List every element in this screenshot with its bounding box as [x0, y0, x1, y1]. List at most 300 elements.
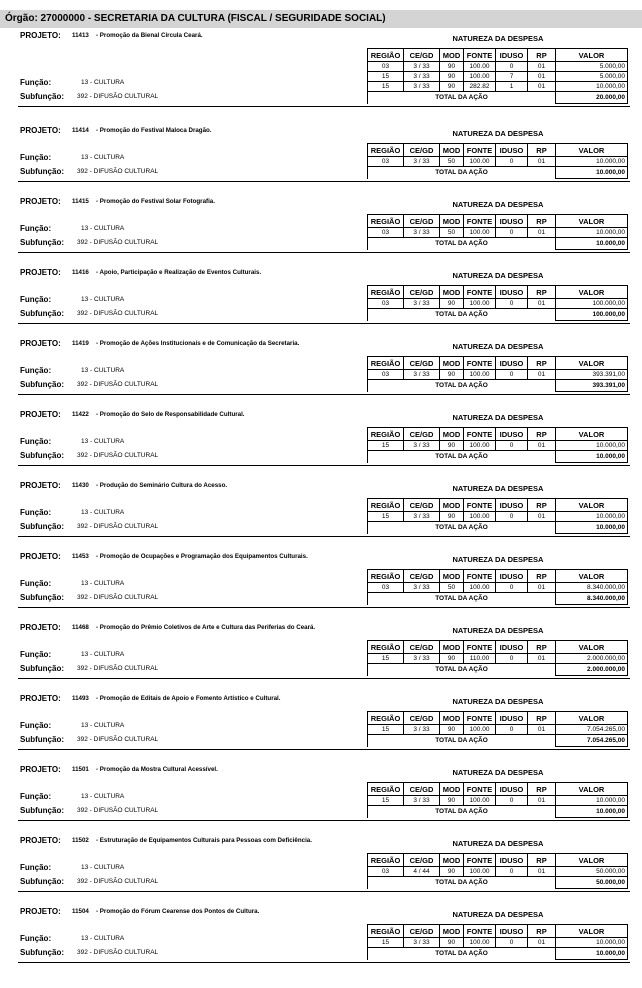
table-cell: 01: [528, 299, 556, 309]
table-cell: 90: [440, 299, 464, 309]
project-code: 11416: [72, 269, 89, 276]
total-value: 10.000,00: [556, 948, 628, 960]
table-cell: 01: [528, 867, 556, 877]
table-cell: 03: [368, 157, 404, 167]
funcao-value: 13 - CULTURA: [81, 367, 125, 374]
table-cell: 01: [528, 583, 556, 593]
column-header: REGIÃO: [368, 641, 404, 654]
subfuncao-label: Subfunção:: [20, 806, 64, 815]
project-code: 11453: [72, 553, 89, 560]
table-cell: 7: [496, 72, 528, 82]
funcao-label: Função:: [20, 295, 52, 304]
table-header-row: [368, 641, 628, 654]
project-label: PROJETO:: [20, 481, 61, 490]
funcao-label: Função:: [20, 366, 52, 375]
column-header: RP: [528, 854, 556, 867]
table-cell: 15: [368, 82, 404, 92]
natureza-despesa-heading: NATUREZA DA DESPESA: [452, 271, 544, 280]
project-section: [0, 765, 642, 817]
total-label: TOTAL DA AÇÃO: [368, 948, 556, 960]
total-label: TOTAL DA AÇÃO: [368, 238, 556, 250]
total-row: [368, 309, 628, 321]
table-cell: 3 / 33: [404, 796, 440, 806]
table-header-row: [368, 570, 628, 583]
table-cell: 01: [528, 72, 556, 82]
funcao-value: 13 - CULTURA: [81, 509, 125, 516]
project-label: PROJETO:: [20, 694, 61, 703]
total-row: [368, 522, 628, 534]
column-header: RP: [528, 712, 556, 725]
table-cell: 03: [368, 62, 404, 72]
table-cell: 03: [368, 370, 404, 380]
table-row: [368, 228, 628, 238]
column-header: MOD: [440, 925, 464, 938]
table-cell: 100.00: [464, 441, 496, 451]
table-row: [368, 796, 628, 806]
column-header: REGIÃO: [368, 215, 404, 228]
section-divider: [18, 536, 630, 537]
column-header: FONTE: [464, 286, 496, 299]
subfuncao-value: 392 - DIFUSÃO CULTURAL: [77, 452, 159, 459]
table-cell: 3 / 33: [404, 938, 440, 948]
table-cell: 100.00: [464, 299, 496, 309]
column-header: REGIÃO: [368, 286, 404, 299]
total-value: 20.000,00: [556, 92, 628, 104]
column-header: CE/GD: [404, 499, 440, 512]
table-cell: 4 / 44: [404, 867, 440, 877]
expense-table: [367, 143, 628, 179]
column-header: RP: [528, 144, 556, 157]
project-label: PROJETO:: [20, 339, 61, 348]
project-title: - Promoção do Selo de Responsabilidade Cultural.: [96, 411, 245, 418]
table-header-row: [368, 49, 628, 62]
table-cell: 10.000,00: [556, 82, 628, 92]
total-label: TOTAL DA AÇÃO: [368, 806, 556, 818]
table-cell: 100.00: [464, 867, 496, 877]
natureza-despesa-heading: NATUREZA DA DESPESA: [452, 768, 544, 777]
funcao-value: 13 - CULTURA: [81, 296, 125, 303]
column-header: IDUSO: [496, 783, 528, 796]
column-header: IDUSO: [496, 499, 528, 512]
column-header: VALOR: [556, 570, 628, 583]
table-header-row: [368, 854, 628, 867]
natureza-despesa-heading: NATUREZA DA DESPESA: [452, 129, 544, 138]
column-header: MOD: [440, 570, 464, 583]
natureza-despesa-heading: NATUREZA DA DESPESA: [452, 626, 544, 635]
table-cell: 01: [528, 228, 556, 238]
project-code: 11493: [72, 695, 89, 702]
natureza-despesa-heading: NATUREZA DA DESPESA: [452, 342, 544, 351]
column-header: REGIÃO: [368, 144, 404, 157]
column-header: CE/GD: [404, 49, 440, 62]
total-row: [368, 167, 628, 179]
table-cell: 50: [440, 228, 464, 238]
subfuncao-label: Subfunção:: [20, 735, 64, 744]
subfuncao-value: 392 - DIFUSÃO CULTURAL: [77, 310, 159, 317]
total-value: 10.000,00: [556, 522, 628, 534]
column-header: REGIÃO: [368, 783, 404, 796]
column-header: IDUSO: [496, 357, 528, 370]
funcao-value: 13 - CULTURA: [81, 864, 125, 871]
column-header: VALOR: [556, 428, 628, 441]
table-cell: 0: [496, 938, 528, 948]
table-cell: 90: [440, 867, 464, 877]
table-cell: 15: [368, 796, 404, 806]
expense-table: [367, 569, 628, 605]
table-cell: 10.000,00: [556, 441, 628, 451]
table-cell: 0: [496, 583, 528, 593]
table-cell: 3 / 33: [404, 441, 440, 451]
table-cell: 1: [496, 82, 528, 92]
table-cell: 3 / 33: [404, 512, 440, 522]
funcao-label: Função:: [20, 508, 52, 517]
table-cell: 100.00: [464, 938, 496, 948]
subfuncao-value: 392 - DIFUSÃO CULTURAL: [77, 239, 159, 246]
natureza-despesa-heading: NATUREZA DA DESPESA: [452, 200, 544, 209]
expense-table: [367, 924, 628, 960]
total-label: TOTAL DA AÇÃO: [368, 522, 556, 534]
funcao-value: 13 - CULTURA: [81, 438, 125, 445]
column-header: FONTE: [464, 144, 496, 157]
column-header: MOD: [440, 144, 464, 157]
column-header: MOD: [440, 712, 464, 725]
expense-table: [367, 782, 628, 818]
natureza-despesa-heading: NATUREZA DA DESPESA: [452, 555, 544, 564]
table-cell: 3 / 33: [404, 299, 440, 309]
column-header: CE/GD: [404, 357, 440, 370]
total-label: TOTAL DA AÇÃO: [368, 735, 556, 747]
table-cell: 90: [440, 82, 464, 92]
table-cell: 10.000,00: [556, 228, 628, 238]
project-code: 11430: [72, 482, 89, 489]
column-header: CE/GD: [404, 215, 440, 228]
total-label: TOTAL DA AÇÃO: [368, 92, 556, 104]
table-row: [368, 512, 628, 522]
table-cell: 03: [368, 228, 404, 238]
funcao-label: Função:: [20, 792, 52, 801]
table-cell: 0: [496, 867, 528, 877]
table-cell: 15: [368, 512, 404, 522]
column-header: MOD: [440, 428, 464, 441]
total-row: [368, 735, 628, 747]
project-label: PROJETO:: [20, 410, 61, 419]
total-value: 2.000.000,00: [556, 664, 628, 676]
total-value: 100.000,00: [556, 309, 628, 321]
project-section: [0, 552, 642, 604]
table-cell: 0: [496, 228, 528, 238]
section-divider: [18, 323, 630, 324]
section-divider: [18, 394, 630, 395]
section-divider: [18, 678, 630, 679]
table-row: [368, 654, 628, 664]
funcao-value: 13 - CULTURA: [81, 651, 125, 658]
section-divider: [18, 181, 630, 182]
table-cell: 50.000,00: [556, 867, 628, 877]
table-cell: 3 / 33: [404, 157, 440, 167]
table-cell: 0: [496, 62, 528, 72]
table-cell: 01: [528, 441, 556, 451]
project-label: PROJETO:: [20, 552, 61, 561]
table-row: [368, 725, 628, 735]
project-label: PROJETO:: [20, 268, 61, 277]
column-header: VALOR: [556, 783, 628, 796]
natureza-despesa-heading: NATUREZA DA DESPESA: [452, 839, 544, 848]
table-cell: 01: [528, 654, 556, 664]
section-divider: [18, 749, 630, 750]
project-code: 11468: [72, 624, 89, 631]
table-cell: 282.82: [464, 82, 496, 92]
total-row: [368, 806, 628, 818]
natureza-despesa-heading: NATUREZA DA DESPESA: [452, 697, 544, 706]
table-header-row: [368, 925, 628, 938]
total-label: TOTAL DA AÇÃO: [368, 664, 556, 676]
total-value: 10.000,00: [556, 451, 628, 463]
column-header: RP: [528, 286, 556, 299]
project-code: 11413: [72, 32, 89, 39]
column-header: REGIÃO: [368, 854, 404, 867]
funcao-label: Função:: [20, 579, 52, 588]
table-cell: 3 / 33: [404, 725, 440, 735]
table-cell: 100.00: [464, 512, 496, 522]
column-header: FONTE: [464, 215, 496, 228]
total-value: 10.000,00: [556, 167, 628, 179]
subfuncao-value: 392 - DIFUSÃO CULTURAL: [77, 381, 159, 388]
table-cell: 100.00: [464, 72, 496, 82]
project-section: [0, 623, 642, 675]
column-header: RP: [528, 357, 556, 370]
expense-table: [367, 853, 628, 889]
expense-table: [367, 356, 628, 392]
subfuncao-value: 392 - DIFUSÃO CULTURAL: [77, 807, 159, 814]
subfuncao-value: 392 - DIFUSÃO CULTURAL: [77, 93, 159, 100]
table-cell: 3 / 33: [404, 228, 440, 238]
project-label: PROJETO:: [20, 765, 61, 774]
funcao-label: Função:: [20, 78, 52, 87]
column-header: MOD: [440, 286, 464, 299]
section-divider: [18, 465, 630, 466]
table-cell: 50: [440, 583, 464, 593]
project-label: PROJETO:: [20, 907, 61, 916]
table-cell: 8.340.000,00: [556, 583, 628, 593]
subfuncao-label: Subfunção:: [20, 92, 64, 101]
column-header: MOD: [440, 854, 464, 867]
table-row: [368, 938, 628, 948]
total-row: [368, 451, 628, 463]
total-value: 50.000,00: [556, 877, 628, 889]
project-title: - Promoção do Fórum Cearense dos Pontos de Cultura.: [96, 908, 260, 915]
table-cell: 50: [440, 157, 464, 167]
column-header: IDUSO: [496, 925, 528, 938]
column-header: REGIÃO: [368, 499, 404, 512]
column-header: VALOR: [556, 925, 628, 938]
table-cell: 15: [368, 72, 404, 82]
table-cell: 90: [440, 62, 464, 72]
project-title: - Apoio, Participação e Realização de Eventos Culturais.: [96, 269, 262, 276]
section-divider: [18, 106, 630, 107]
project-label: PROJETO:: [20, 31, 61, 40]
column-header: RP: [528, 499, 556, 512]
natureza-despesa-heading: NATUREZA DA DESPESA: [452, 910, 544, 919]
column-header: CE/GD: [404, 783, 440, 796]
table-cell: 3 / 33: [404, 72, 440, 82]
subfuncao-value: 392 - DIFUSÃO CULTURAL: [77, 594, 159, 601]
table-cell: 03: [368, 867, 404, 877]
total-label: TOTAL DA AÇÃO: [368, 593, 556, 605]
table-cell: 90: [440, 441, 464, 451]
table-row: [368, 867, 628, 877]
column-header: VALOR: [556, 712, 628, 725]
total-row: [368, 877, 628, 889]
total-label: TOTAL DA AÇÃO: [368, 877, 556, 889]
column-header: REGIÃO: [368, 428, 404, 441]
column-header: IDUSO: [496, 712, 528, 725]
table-cell: 90: [440, 796, 464, 806]
subfuncao-label: Subfunção:: [20, 309, 64, 318]
funcao-label: Função:: [20, 153, 52, 162]
project-section: [0, 126, 642, 178]
table-cell: 100.00: [464, 370, 496, 380]
total-value: 7.054.265,00: [556, 735, 628, 747]
table-cell: 3 / 33: [404, 62, 440, 72]
project-title: - Promoção do Festival Maloca Dragão.: [96, 127, 212, 134]
table-cell: 0: [496, 725, 528, 735]
table-cell: 01: [528, 370, 556, 380]
table-cell: 01: [528, 512, 556, 522]
table-cell: 15: [368, 441, 404, 451]
project-title: - Promoção de Ocupações e Programação dos Equipamentos Culturais.: [96, 553, 308, 560]
funcao-label: Função:: [20, 437, 52, 446]
column-header: IDUSO: [496, 854, 528, 867]
column-header: CE/GD: [404, 854, 440, 867]
project-title: - Promoção da Mostra Cultural Acessível.: [96, 766, 218, 773]
expense-table: [367, 640, 628, 676]
funcao-label: Função:: [20, 863, 52, 872]
column-header: VALOR: [556, 49, 628, 62]
project-title: - Promoção da Bienal Circula Ceará.: [96, 32, 203, 39]
table-cell: 2.000.000,00: [556, 654, 628, 664]
table-row: [368, 72, 628, 82]
subfuncao-value: 392 - DIFUSÃO CULTURAL: [77, 949, 159, 956]
table-row: [368, 157, 628, 167]
table-header-row: [368, 783, 628, 796]
total-label: TOTAL DA AÇÃO: [368, 380, 556, 392]
table-header-row: [368, 144, 628, 157]
total-row: [368, 948, 628, 960]
total-row: [368, 380, 628, 392]
subfuncao-label: Subfunção:: [20, 664, 64, 673]
table-cell: 90: [440, 938, 464, 948]
table-cell: 90: [440, 370, 464, 380]
table-cell: 3 / 33: [404, 82, 440, 92]
table-cell: 90: [440, 654, 464, 664]
funcao-label: Função:: [20, 650, 52, 659]
expense-table: [367, 498, 628, 534]
table-header-row: [368, 286, 628, 299]
funcao-value: 13 - CULTURA: [81, 580, 125, 587]
project-code: 11504: [72, 908, 89, 915]
column-header: CE/GD: [404, 641, 440, 654]
table-row: [368, 370, 628, 380]
funcao-value: 13 - CULTURA: [81, 79, 125, 86]
column-header: MOD: [440, 215, 464, 228]
total-value: 10.000,00: [556, 238, 628, 250]
column-header: REGIÃO: [368, 712, 404, 725]
table-cell: 0: [496, 299, 528, 309]
section-divider: [18, 820, 630, 821]
project-section: [0, 836, 642, 888]
table-header-row: [368, 428, 628, 441]
section-divider: [18, 962, 630, 963]
column-header: RP: [528, 641, 556, 654]
table-cell: 01: [528, 938, 556, 948]
subfuncao-value: 392 - DIFUSÃO CULTURAL: [77, 878, 159, 885]
table-cell: 01: [528, 62, 556, 72]
table-header-row: [368, 712, 628, 725]
column-header: IDUSO: [496, 286, 528, 299]
subfuncao-label: Subfunção:: [20, 238, 64, 247]
expense-table: [367, 214, 628, 250]
funcao-value: 13 - CULTURA: [81, 935, 125, 942]
table-cell: 0: [496, 654, 528, 664]
subfuncao-label: Subfunção:: [20, 593, 64, 602]
table-cell: 100.00: [464, 796, 496, 806]
table-header-row: [368, 215, 628, 228]
table-cell: 5.000,00: [556, 72, 628, 82]
project-title: - Promoção de Ações Institucionais e de Comunicação da Secretaria.: [96, 340, 300, 347]
table-row: [368, 62, 628, 72]
table-cell: 0: [496, 512, 528, 522]
project-section: [0, 339, 642, 391]
column-header: FONTE: [464, 854, 496, 867]
orgao-header: Órgão: 27000000 - SECRETARIA DA CULTURA (FISCAL / SEGURIDADE SOCIAL): [0, 10, 642, 28]
table-cell: 0: [496, 796, 528, 806]
column-header: IDUSO: [496, 570, 528, 583]
project-section: [0, 481, 642, 533]
column-header: FONTE: [464, 570, 496, 583]
table-cell: 3 / 33: [404, 654, 440, 664]
project-title: - Estruturação de Equipamentos Culturais para Pessoas com Deficiência.: [96, 837, 312, 844]
subfuncao-label: Subfunção:: [20, 877, 64, 886]
column-header: VALOR: [556, 854, 628, 867]
table-cell: 90: [440, 72, 464, 82]
funcao-value: 13 - CULTURA: [81, 154, 125, 161]
subfuncao-label: Subfunção:: [20, 451, 64, 460]
column-header: RP: [528, 925, 556, 938]
column-header: IDUSO: [496, 215, 528, 228]
table-cell: 01: [528, 725, 556, 735]
total-row: [368, 664, 628, 676]
project-label: PROJETO:: [20, 126, 61, 135]
funcao-value: 13 - CULTURA: [81, 793, 125, 800]
funcao-label: Função:: [20, 721, 52, 730]
column-header: MOD: [440, 783, 464, 796]
column-header: MOD: [440, 357, 464, 370]
expense-table: [367, 285, 628, 321]
column-header: RP: [528, 783, 556, 796]
column-header: RP: [528, 215, 556, 228]
column-header: REGIÃO: [368, 357, 404, 370]
table-cell: 3 / 33: [404, 370, 440, 380]
column-header: VALOR: [556, 215, 628, 228]
column-header: VALOR: [556, 357, 628, 370]
project-section: [0, 197, 642, 249]
subfuncao-label: Subfunção:: [20, 948, 64, 957]
total-value: 393.391,00: [556, 380, 628, 392]
section-divider: [18, 891, 630, 892]
funcao-value: 13 - CULTURA: [81, 722, 125, 729]
table-cell: 5.000,00: [556, 62, 628, 72]
project-code: 11414: [72, 127, 89, 134]
